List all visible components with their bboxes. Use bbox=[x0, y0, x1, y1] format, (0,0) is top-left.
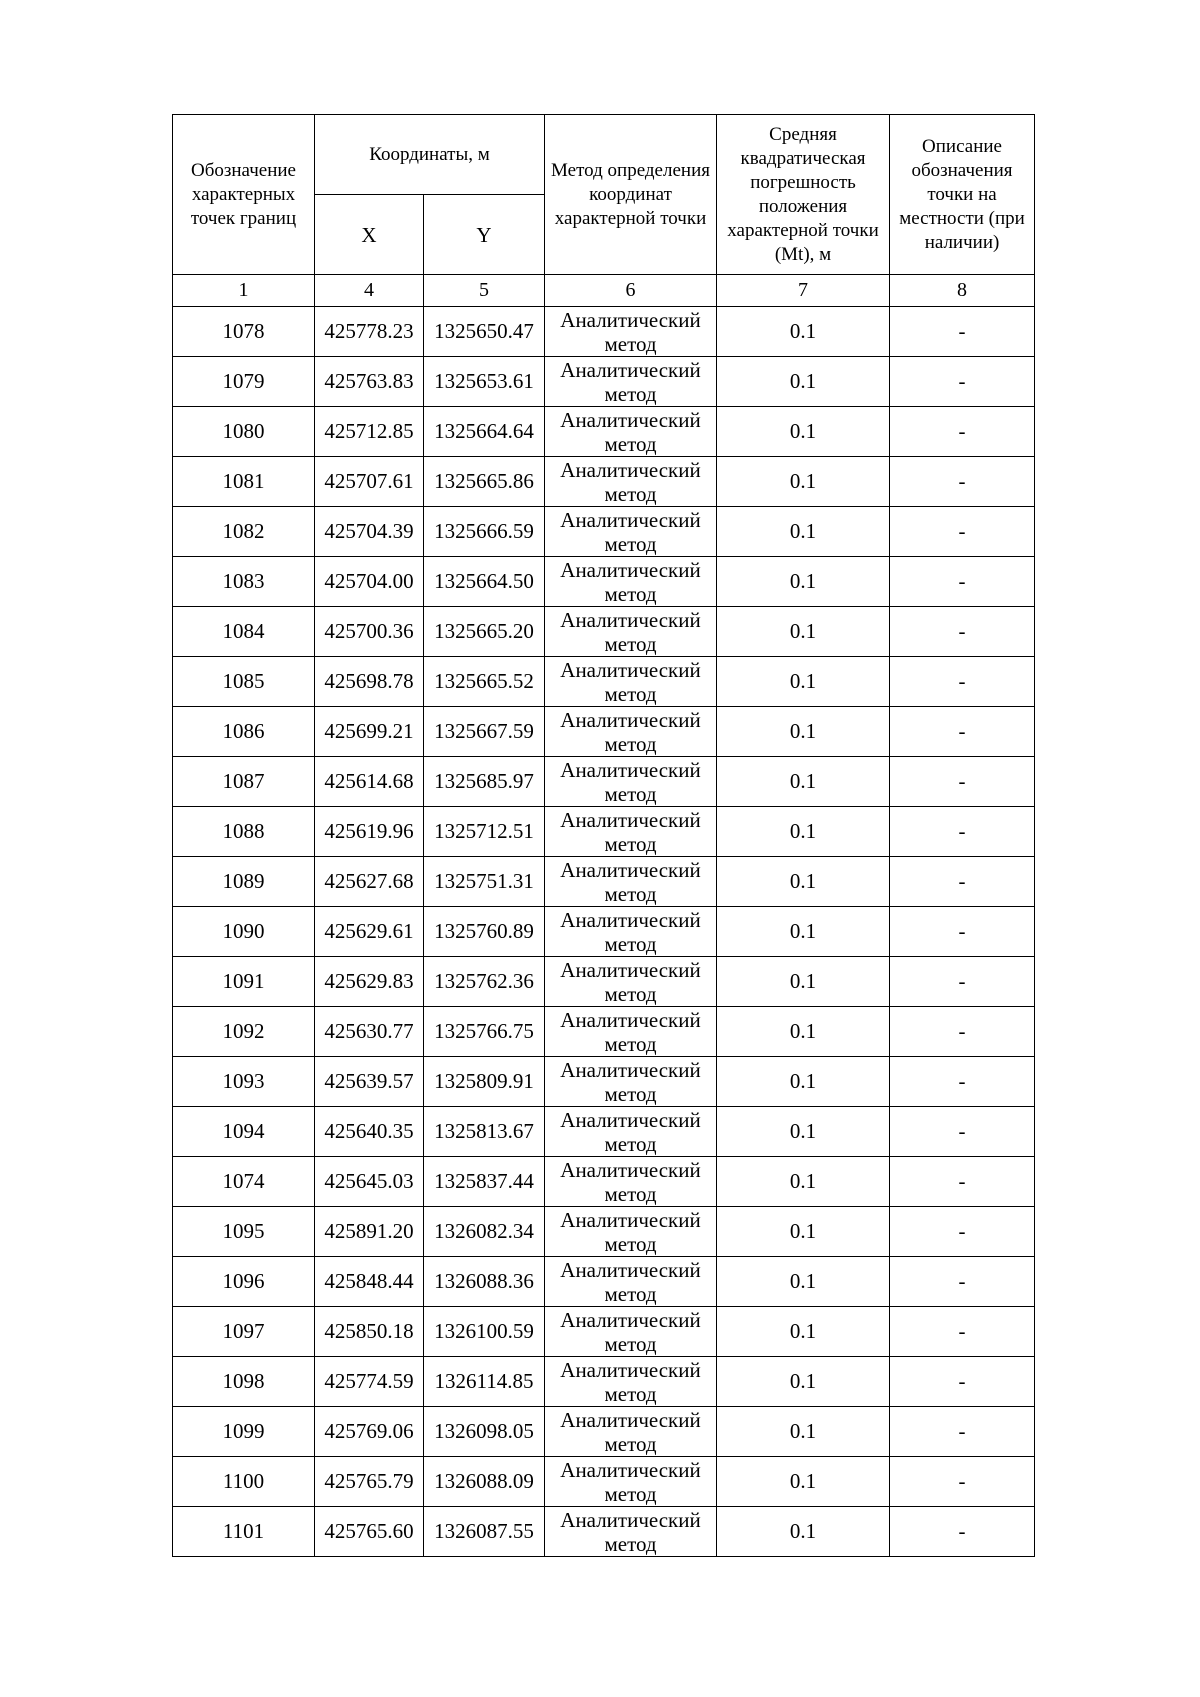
y-cell: 1325760.89 bbox=[424, 907, 545, 957]
point-cell: 1087 bbox=[173, 757, 315, 807]
column-number: 8 bbox=[890, 275, 1035, 307]
point-cell: 1082 bbox=[173, 507, 315, 557]
error-cell: 0.1 bbox=[717, 1107, 890, 1157]
coordinates-table bbox=[172, 114, 1035, 1557]
x-cell: 425769.06 bbox=[315, 1407, 424, 1457]
column-number: 6 bbox=[545, 275, 717, 307]
method-cell: Аналитический метод bbox=[545, 607, 717, 657]
y-cell: 1325666.59 bbox=[424, 507, 545, 557]
description-cell: - bbox=[890, 1107, 1035, 1157]
point-cell: 1084 bbox=[173, 607, 315, 657]
error-cell: 0.1 bbox=[717, 557, 890, 607]
x-cell: 425891.20 bbox=[315, 1207, 424, 1257]
method-cell: Аналитический метод bbox=[545, 1207, 717, 1257]
x-cell: 425645.03 bbox=[315, 1157, 424, 1207]
table-row bbox=[173, 1407, 1035, 1457]
description-cell: - bbox=[890, 1407, 1035, 1457]
method-cell: Аналитический метод bbox=[545, 507, 717, 557]
point-cell: 1095 bbox=[173, 1207, 315, 1257]
table-row bbox=[173, 1007, 1035, 1057]
table-row bbox=[173, 1457, 1035, 1507]
column-number: 1 bbox=[173, 275, 315, 307]
x-cell: 425774.59 bbox=[315, 1357, 424, 1407]
method-cell: Аналитический метод bbox=[545, 707, 717, 757]
method-cell: Аналитический метод bbox=[545, 857, 717, 907]
point-cell: 1090 bbox=[173, 907, 315, 957]
x-cell: 425629.83 bbox=[315, 957, 424, 1007]
table-row bbox=[173, 407, 1035, 457]
method-cell: Аналитический метод bbox=[545, 1507, 717, 1557]
description-cell: - bbox=[890, 1257, 1035, 1307]
error-cell: 0.1 bbox=[717, 857, 890, 907]
description-cell: - bbox=[890, 1157, 1035, 1207]
y-cell: 1325664.64 bbox=[424, 407, 545, 457]
method-cell: Аналитический метод bbox=[545, 1107, 717, 1157]
y-cell: 1325665.52 bbox=[424, 657, 545, 707]
header-x: X bbox=[315, 195, 424, 275]
x-cell: 425614.68 bbox=[315, 757, 424, 807]
y-cell: 1326082.34 bbox=[424, 1207, 545, 1257]
error-cell: 0.1 bbox=[717, 957, 890, 1007]
error-cell: 0.1 bbox=[717, 407, 890, 457]
y-cell: 1325664.50 bbox=[424, 557, 545, 607]
error-cell: 0.1 bbox=[717, 1307, 890, 1357]
point-cell: 1092 bbox=[173, 1007, 315, 1057]
y-cell: 1325685.97 bbox=[424, 757, 545, 807]
point-cell: 1099 bbox=[173, 1407, 315, 1457]
x-cell: 425704.00 bbox=[315, 557, 424, 607]
x-cell: 425699.21 bbox=[315, 707, 424, 757]
description-cell: - bbox=[890, 857, 1035, 907]
table-row bbox=[173, 1357, 1035, 1407]
point-cell: 1080 bbox=[173, 407, 315, 457]
method-cell: Аналитический метод bbox=[545, 1457, 717, 1507]
error-cell: 0.1 bbox=[717, 1157, 890, 1207]
table-row bbox=[173, 807, 1035, 857]
method-cell: Аналитический метод bbox=[545, 1307, 717, 1357]
x-cell: 425850.18 bbox=[315, 1307, 424, 1357]
column-number: 5 bbox=[424, 275, 545, 307]
table-row bbox=[173, 657, 1035, 707]
table-row bbox=[173, 457, 1035, 507]
y-cell: 1325653.61 bbox=[424, 357, 545, 407]
y-cell: 1325766.75 bbox=[424, 1007, 545, 1057]
table-row bbox=[173, 507, 1035, 557]
description-cell: - bbox=[890, 607, 1035, 657]
method-cell: Аналитический метод bbox=[545, 1007, 717, 1057]
y-cell: 1325809.91 bbox=[424, 1057, 545, 1107]
method-cell: Аналитический метод bbox=[545, 357, 717, 407]
x-cell: 425712.85 bbox=[315, 407, 424, 457]
table-row bbox=[173, 1307, 1035, 1357]
y-cell: 1325665.86 bbox=[424, 457, 545, 507]
description-cell: - bbox=[890, 507, 1035, 557]
table-row bbox=[173, 857, 1035, 907]
error-cell: 0.1 bbox=[717, 457, 890, 507]
error-cell: 0.1 bbox=[717, 307, 890, 357]
method-cell: Аналитический метод bbox=[545, 457, 717, 507]
table-row bbox=[173, 907, 1035, 957]
point-cell: 1101 bbox=[173, 1507, 315, 1557]
description-cell: - bbox=[890, 907, 1035, 957]
point-cell: 1079 bbox=[173, 357, 315, 407]
point-cell: 1091 bbox=[173, 957, 315, 1007]
header-coords: Координаты, м bbox=[315, 115, 545, 195]
y-cell: 1325837.44 bbox=[424, 1157, 545, 1207]
error-cell: 0.1 bbox=[717, 657, 890, 707]
error-cell: 0.1 bbox=[717, 707, 890, 757]
y-cell: 1326098.05 bbox=[424, 1407, 545, 1457]
x-cell: 425627.68 bbox=[315, 857, 424, 907]
table-row bbox=[173, 1207, 1035, 1257]
description-cell: - bbox=[890, 707, 1035, 757]
point-cell: 1096 bbox=[173, 1257, 315, 1307]
header-y: Y bbox=[424, 195, 545, 275]
method-cell: Аналитический метод bbox=[545, 757, 717, 807]
y-cell: 1325762.36 bbox=[424, 957, 545, 1007]
error-cell: 0.1 bbox=[717, 1057, 890, 1107]
y-cell: 1325665.20 bbox=[424, 607, 545, 657]
table-row bbox=[173, 1157, 1035, 1207]
point-cell: 1093 bbox=[173, 1057, 315, 1107]
error-cell: 0.1 bbox=[717, 1007, 890, 1057]
point-cell: 1074 bbox=[173, 1157, 315, 1207]
y-cell: 1325813.67 bbox=[424, 1107, 545, 1157]
error-cell: 0.1 bbox=[717, 1507, 890, 1557]
description-cell: - bbox=[890, 1057, 1035, 1107]
error-cell: 0.1 bbox=[717, 1257, 890, 1307]
error-cell: 0.1 bbox=[717, 757, 890, 807]
y-cell: 1325751.31 bbox=[424, 857, 545, 907]
table-row bbox=[173, 307, 1035, 357]
point-cell: 1086 bbox=[173, 707, 315, 757]
table-row bbox=[173, 357, 1035, 407]
table-row bbox=[173, 1257, 1035, 1307]
error-cell: 0.1 bbox=[717, 607, 890, 657]
table-row bbox=[173, 1507, 1035, 1557]
description-cell: - bbox=[890, 407, 1035, 457]
y-cell: 1326088.36 bbox=[424, 1257, 545, 1307]
method-cell: Аналитический метод bbox=[545, 307, 717, 357]
description-cell: - bbox=[890, 1357, 1035, 1407]
header-point: Обозначение характерных точек границ bbox=[173, 115, 315, 275]
method-cell: Аналитический метод bbox=[545, 1157, 717, 1207]
x-cell: 425629.61 bbox=[315, 907, 424, 957]
table-row bbox=[173, 607, 1035, 657]
x-cell: 425630.77 bbox=[315, 1007, 424, 1057]
column-number: 4 bbox=[315, 275, 424, 307]
point-cell: 1098 bbox=[173, 1357, 315, 1407]
method-cell: Аналитический метод bbox=[545, 407, 717, 457]
method-cell: Аналитический метод bbox=[545, 907, 717, 957]
table-row bbox=[173, 1057, 1035, 1107]
description-cell: - bbox=[890, 457, 1035, 507]
header-error: Средняя квадратическая погрешность положения характерной точки (Mt), м bbox=[717, 115, 890, 275]
y-cell: 1326100.59 bbox=[424, 1307, 545, 1357]
error-cell: 0.1 bbox=[717, 1357, 890, 1407]
x-cell: 425640.35 bbox=[315, 1107, 424, 1157]
method-cell: Аналитический метод bbox=[545, 957, 717, 1007]
description-cell: - bbox=[890, 1507, 1035, 1557]
y-cell: 1326114.85 bbox=[424, 1357, 545, 1407]
method-cell: Аналитический метод bbox=[545, 1257, 717, 1307]
point-cell: 1085 bbox=[173, 657, 315, 707]
error-cell: 0.1 bbox=[717, 357, 890, 407]
error-cell: 0.1 bbox=[717, 1457, 890, 1507]
y-cell: 1325650.47 bbox=[424, 307, 545, 357]
x-cell: 425765.79 bbox=[315, 1457, 424, 1507]
table-body bbox=[173, 307, 1035, 1557]
error-cell: 0.1 bbox=[717, 507, 890, 557]
table-row bbox=[173, 757, 1035, 807]
point-cell: 1097 bbox=[173, 1307, 315, 1357]
x-cell: 425639.57 bbox=[315, 1057, 424, 1107]
y-cell: 1326087.55 bbox=[424, 1507, 545, 1557]
description-cell: - bbox=[890, 1207, 1035, 1257]
point-cell: 1100 bbox=[173, 1457, 315, 1507]
point-cell: 1078 bbox=[173, 307, 315, 357]
x-cell: 425765.60 bbox=[315, 1507, 424, 1557]
table-row bbox=[173, 1107, 1035, 1157]
method-cell: Аналитический метод bbox=[545, 1357, 717, 1407]
error-cell: 0.1 bbox=[717, 807, 890, 857]
x-cell: 425778.23 bbox=[315, 307, 424, 357]
y-cell: 1326088.09 bbox=[424, 1457, 545, 1507]
method-cell: Аналитический метод bbox=[545, 1057, 717, 1107]
method-cell: Аналитический метод bbox=[545, 657, 717, 707]
table-header bbox=[173, 115, 1035, 307]
description-cell: - bbox=[890, 957, 1035, 1007]
description-cell: - bbox=[890, 807, 1035, 857]
header-description: Описание обозначения точки на местности (при наличии) bbox=[890, 115, 1035, 275]
point-cell: 1088 bbox=[173, 807, 315, 857]
description-cell: - bbox=[890, 1307, 1035, 1357]
description-cell: - bbox=[890, 1457, 1035, 1507]
method-cell: Аналитический метод bbox=[545, 807, 717, 857]
x-cell: 425704.39 bbox=[315, 507, 424, 557]
x-cell: 425700.36 bbox=[315, 607, 424, 657]
point-cell: 1094 bbox=[173, 1107, 315, 1157]
header-method: Метод определения координат характерной точки bbox=[545, 115, 717, 275]
table-row bbox=[173, 707, 1035, 757]
x-cell: 425698.78 bbox=[315, 657, 424, 707]
method-cell: Аналитический метод bbox=[545, 557, 717, 607]
column-number-row bbox=[173, 275, 1035, 307]
description-cell: - bbox=[890, 557, 1035, 607]
point-cell: 1089 bbox=[173, 857, 315, 907]
description-cell: - bbox=[890, 357, 1035, 407]
point-cell: 1083 bbox=[173, 557, 315, 607]
column-number: 7 bbox=[717, 275, 890, 307]
description-cell: - bbox=[890, 757, 1035, 807]
error-cell: 0.1 bbox=[717, 1207, 890, 1257]
x-cell: 425707.61 bbox=[315, 457, 424, 507]
description-cell: - bbox=[890, 657, 1035, 707]
method-cell: Аналитический метод bbox=[545, 1407, 717, 1457]
error-cell: 0.1 bbox=[717, 907, 890, 957]
error-cell: 0.1 bbox=[717, 1407, 890, 1457]
x-cell: 425763.83 bbox=[315, 357, 424, 407]
x-cell: 425848.44 bbox=[315, 1257, 424, 1307]
x-cell: 425619.96 bbox=[315, 807, 424, 857]
description-cell: - bbox=[890, 1007, 1035, 1057]
point-cell: 1081 bbox=[173, 457, 315, 507]
table-row bbox=[173, 557, 1035, 607]
table-row bbox=[173, 957, 1035, 1007]
y-cell: 1325667.59 bbox=[424, 707, 545, 757]
description-cell: - bbox=[890, 307, 1035, 357]
y-cell: 1325712.51 bbox=[424, 807, 545, 857]
